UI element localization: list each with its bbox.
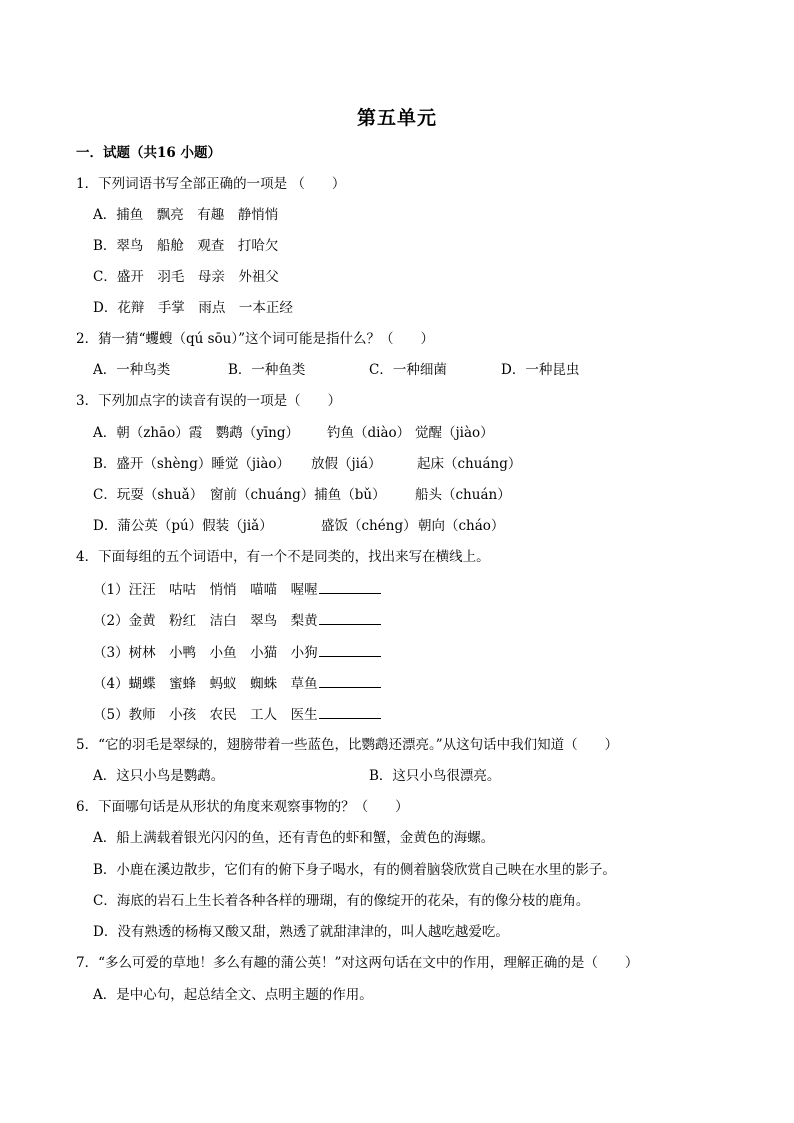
- question-4-item-2-text: （2）金黄 粉红 洁白 翠鸟 梨黄: [93, 613, 318, 629]
- question-4-stem: 4．下面每组的五个词语中，有一个不是同类的，找出来写在横线上。: [76, 549, 490, 565]
- question-3-option-a-part3: 觉醒（jiào）: [415, 425, 494, 441]
- question-3-option-d-part2: 盛饭（chéng）: [321, 518, 417, 534]
- question-1-option-a: A．捕鱼 飘亮 有趣 静悄悄: [93, 207, 279, 223]
- question-4-item-1: [93, 579, 381, 600]
- question-2-option-d: D．一种昆虫: [501, 362, 580, 378]
- question-6-option-a: A．船上满载着银光闪闪的鱼，还有青色的虾和蟹，金黄色的海螺。: [93, 830, 495, 846]
- question-6-option-b: B．小鹿在溪边散步，它们有的俯下身子喝水，有的侧着脑袋欣赏自己映在水里的影子。: [93, 862, 616, 878]
- question-1-stem: 1．下列词语书写全部正确的一项是 （ ）: [76, 176, 346, 192]
- section-heading: 一．试题（共16 小题）: [76, 145, 221, 161]
- question-4-item-5: [93, 704, 381, 725]
- answer-blank[interactable]: [319, 579, 381, 594]
- question-1-option-d: D．花辩 手掌 雨点 一本正经: [93, 300, 293, 316]
- question-4-item-2: [93, 610, 381, 631]
- question-2-option-c: C．一种细菌: [369, 362, 447, 378]
- question-1-option-b: B．翠鸟 船舱 观查 打哈欠: [93, 238, 279, 254]
- question-3-option-a-part1: A．朝（zhāo）霞 鹦鹉（yīng）: [93, 425, 300, 441]
- question-5-stem: 5．“它的羽毛是翠绿的，翅膀带着一些蓝色，比鹦鹉还漂亮。”从这句话中我们知道（ ）: [76, 737, 619, 753]
- question-3-option-d-part1: D．蒲公英（pú）假装（jiǎ）: [93, 518, 273, 534]
- answer-blank[interactable]: [319, 704, 381, 719]
- question-3-option-b-part2: 放假（jiá）: [311, 456, 382, 472]
- question-4-item-5-text: （5）教师 小孩 农民 工人 医生: [93, 707, 318, 723]
- answer-blank[interactable]: [319, 642, 381, 657]
- question-2-option-b: B．一种鱼类: [228, 362, 306, 378]
- question-6-option-c: C．海底的岩石上生长着各种各样的珊瑚，有的像绽开的花朵，有的像分枝的鹿角。: [93, 893, 590, 909]
- question-7-option-a: A．是中心句，起总结全文、点明主题的作用。: [93, 987, 373, 1003]
- question-2-stem: 2．猜一猜“蠼螋（qú sōu）”这个词可能是指什么？（ ）: [76, 331, 435, 347]
- question-6-option-d: D．没有熟透的杨梅又酸又甜，熟透了就甜津津的，叫人越吃越爱吃。: [93, 924, 509, 940]
- question-6-stem: 6．下面哪句话是从形状的角度来观察事物的？（ ）: [76, 799, 409, 815]
- answer-blank[interactable]: [319, 673, 381, 688]
- question-3-option-c-part2: 船头（chuán）: [415, 487, 511, 503]
- question-1-option-c: C．盛开 羽毛 母亲 外祖父: [93, 269, 279, 285]
- question-5-option-a: A．这只小鸟是鹦鹉。: [93, 768, 225, 784]
- question-3-option-b-part1: B．盛开（shèng）睡觉（jiào）: [93, 456, 291, 472]
- question-3-option-b-part3: 起床（chuáng）: [417, 456, 522, 472]
- answer-blank[interactable]: [319, 610, 381, 625]
- question-4-item-4-text: （4）蝴蝶 蜜蜂 蚂蚁 蜘蛛 草鱼: [93, 676, 318, 692]
- page-title: 第五单元: [356, 107, 437, 129]
- question-3-option-a-part2: 钓鱼（diào）: [327, 425, 411, 441]
- question-4-item-1-text: （1）汪汪 咕咕 悄悄 喵喵 喔喔: [93, 582, 318, 598]
- question-5-option-b: B．这只小鸟很漂亮。: [369, 768, 501, 784]
- question-4-item-3-text: （3）树林 小鸭 小鱼 小猫 小狗: [93, 645, 318, 661]
- question-3-option-d-part3: 朝向（cháo）: [418, 518, 505, 534]
- question-4-item-3: [93, 642, 381, 663]
- question-4-item-4: [93, 673, 381, 694]
- question-3-stem: 3．下列加点字的读音有误的一项是（ ）: [76, 393, 342, 409]
- question-2-option-a: A．一种鸟类: [93, 362, 171, 378]
- question-3-option-c-part1: C．玩耍（shuǎ） 窗前（chuáng）捕鱼（bǔ）: [93, 487, 386, 503]
- question-7-stem: 7．“多么可爱的草地！多么有趣的蒲公英！”对这两句话在文中的作用，理解正确的是（ ）: [76, 955, 639, 971]
